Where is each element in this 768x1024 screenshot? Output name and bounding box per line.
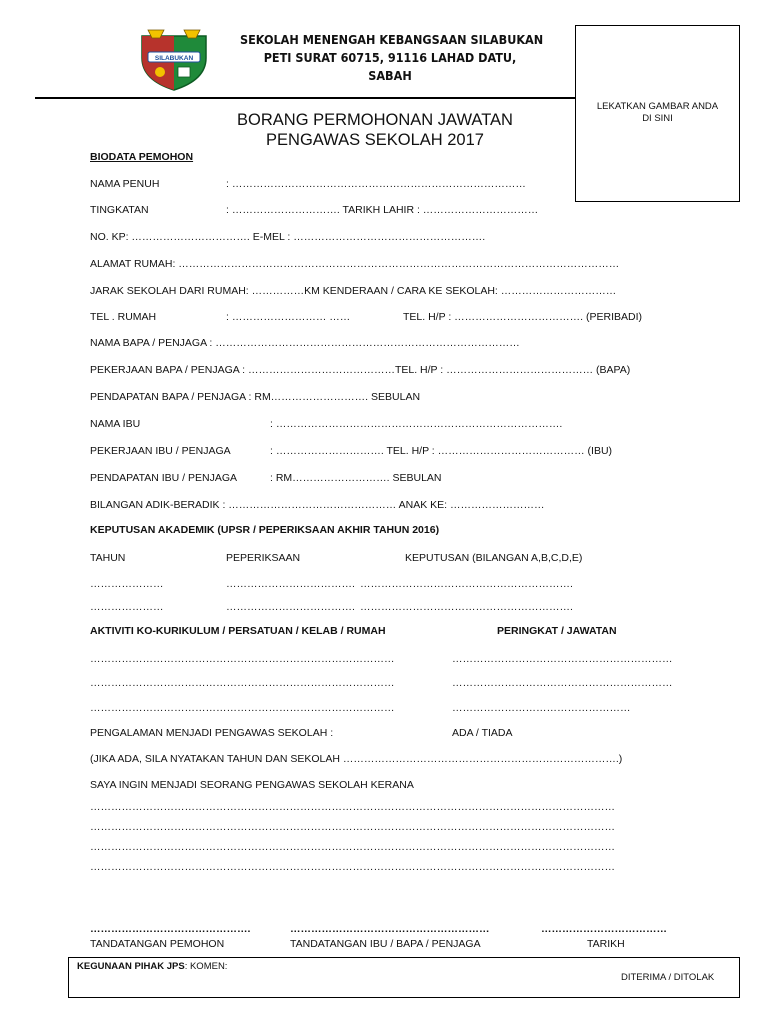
akademik-row-1-peperiksaan[interactable]: ………………………………. [226,578,355,590]
field-pendapatan-bapa[interactable]: PENDAPATAN BAPA / PENJAGA : RM………………………. SEBULAN [90,391,421,403]
signature-label-pemohon: TANDATANGAN PEMOHON [90,938,225,950]
field-pekerjaan-bapa[interactable]: PEKERJAAN BAPA / PENJAGA : ……………………………………TEL. H/P : …………………………………… (BAPA) [90,364,631,376]
field-pekerjaan-ibu[interactable]: : …………………………. TEL. H/P : …………………………………… (IBU) [270,445,613,457]
office-use-status: DITERIMA / DITOLAK [621,972,715,983]
form-title-line2: PENGAWAS SEKOLAH 2017 [266,131,484,149]
signature-label-tarikh: TARIKH [587,938,625,950]
field-tel-hp-peribadi[interactable]: TEL. H/P : ………………………………. (PERIBADI) [403,311,642,323]
signature-line-pemohon[interactable]: ………………………………………. [90,923,251,935]
label-pekerjaan-ibu: PEKERJAAN IBU / PENJAGA [90,445,231,457]
kokurikulum-row-1-aktiviti[interactable]: …………………………………………………………………………… [90,653,395,665]
field-jarak-kenderaan[interactable]: JARAK SEKOLAH DARI RUMAH: ……………KM KENDERAAN / CARA KE SEKOLAH: …………………………… [90,285,617,297]
kokurikulum-row-2-aktiviti[interactable]: …………………………………………………………………………… [90,677,395,689]
field-sebab-line-1[interactable]: …………………………………………………………………………………………………………………………………… [90,801,615,813]
field-no-kp-email[interactable]: NO. KP: ……………………………. E-MEL : ………………………………………………. [90,231,486,243]
school-state: SABAH [368,68,412,83]
school-name: SEKOLAH MENENGAH KEBANGSAAN SILABUKAN [240,32,544,47]
field-nama-ibu[interactable]: : ………………………………………………………………………. [270,418,563,430]
col-header-tahun: TAHUN [90,552,126,564]
field-pengalaman-detail[interactable]: (JIKA ADA, SILA NYATAKAN TAHUN DAN SEKOLAH …………………………………………………………………….) [90,753,623,765]
kokurikulum-row-3-peringkat[interactable]: …………………………………………… [452,702,631,714]
school-crest [138,24,210,92]
header-rule [35,97,575,99]
label-sebab: SAYA INGIN MENJADI SEORANG PENGAWAS SEKOLAH KERANA [90,779,414,791]
akademik-row-2-peperiksaan[interactable]: ………………………………. [226,601,355,613]
school-address: PETI SURAT 60715, 91116 LAHAD DATU, [263,50,517,65]
akademik-row-1-tahun[interactable]: ………………… [90,578,164,590]
field-pendapatan-ibu[interactable]: : RM………………………. SEBULAN [270,472,442,484]
field-tingkatan-tarikh-lahir[interactable]: : …………………………. TARIKH LAHIR : …………………………… [226,204,539,216]
label-tel-rumah: TEL . RUMAH [90,311,157,323]
kokurikulum-row-3-aktiviti[interactable]: …………………………………………………………………………… [90,702,395,714]
section-heading-kokurikulum: AKTIVITI KO-KURIKULUM / PERSATUAN / KELAB / RUMAH [90,625,386,637]
photo-instruction: LEKATKAN GAMBAR ANDA DI SINI [596,101,719,124]
col-header-peperiksaan: PEPERIKSAAN [226,552,301,564]
field-nama-bapa[interactable]: NAMA BAPA / PENJAGA : …………………………………………………………………………… [90,337,520,349]
akademik-row-2-tahun[interactable]: ………………… [90,601,164,613]
field-sebab-line-3[interactable]: …………………………………………………………………………………………………………………………………… [90,841,615,853]
signature-label-penjaga: TANDATANGAN IBU / BAPA / PENJAGA [290,938,481,950]
office-use-box [68,957,740,998]
col-header-keputusan: KEPUTUSAN (BILANGAN A,B,C,D,E) [405,552,583,564]
label-nama-ibu: NAMA IBU [90,418,141,430]
field-nama-penuh[interactable]: : ………………………………………………………………………… [226,178,526,190]
section-heading-akademik: KEPUTUSAN AKADEMIK (UPSR / PEPERIKSAAN AKHIR TAHUN 2016) [90,524,440,536]
label-pengalaman: PENGALAMAN MENJADI PENGAWAS SEKOLAH : [90,727,334,739]
field-sebab-line-4[interactable]: …………………………………………………………………………………………………………………………………… [90,861,615,873]
kokurikulum-row-1-peringkat[interactable]: ……………………………………………………… [452,653,673,665]
photo-box [575,25,740,202]
crest-text: SILABUKAN [154,55,194,62]
label-nama-penuh: NAMA PENUH [90,178,160,190]
office-use-label: KEGUNAAN PIHAK JPS: KOMEN: [77,961,228,972]
akademik-row-1-keputusan[interactable]: ……………………………………………………. [360,578,573,590]
akademik-row-2-keputusan[interactable]: ……………………………………………………. [360,601,573,613]
field-sebab-line-2[interactable]: …………………………………………………………………………………………………………………………………… [90,821,615,833]
signature-line-tarikh[interactable]: ……………………………… [541,923,667,935]
kokurikulum-row-2-peringkat[interactable]: ……………………………………………………… [452,677,673,689]
field-tel-rumah[interactable]: : ……………………… …… [226,311,351,323]
field-bilangan-adik-beradik[interactable]: BILANGAN ADIK-BERADIK : ………………………………………… ANAK KE: ……………………… [90,499,545,511]
signature-line-penjaga[interactable]: ………………………………………………… [290,923,490,935]
field-alamat-rumah[interactable]: ALAMAT RUMAH: ……………………………………………………………………………………………………………… [90,258,620,270]
form-title-line1: BORANG PERMOHONAN JAWATAN [237,111,513,129]
section-heading-biodata: BIODATA PEMOHON [90,151,194,163]
section-heading-peringkat: PERINGKAT / JAWATAN [497,625,617,637]
label-pendapatan-ibu: PENDAPATAN IBU / PENJAGA [90,472,238,484]
option-ada-tiada[interactable]: ADA / TIADA [452,727,513,739]
label-tingkatan: TINGKATAN [90,204,149,216]
